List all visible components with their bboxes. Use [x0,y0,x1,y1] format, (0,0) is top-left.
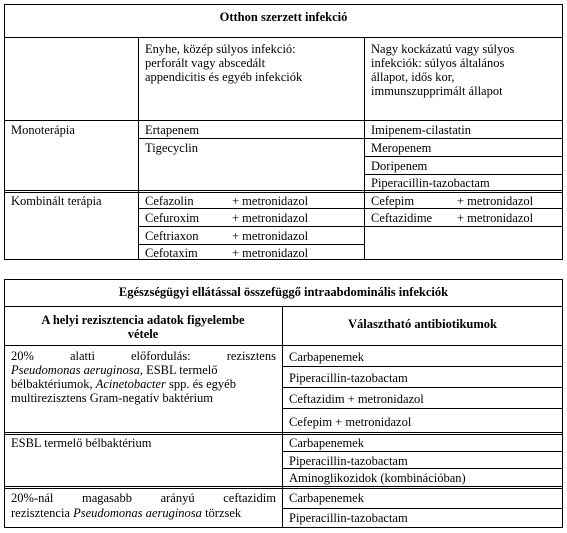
combo-severe-addon: + metronidazol [457,194,534,208]
row1-drug: Cefepim + metronidazol [289,415,412,429]
combo-mild-addon: + metronidazol [232,211,309,225]
table-healthcare-associated [0,270,567,533]
combo-mild-drug: Cefotaxim [145,246,198,260]
row1-desc-line-3: bélbaktériumok, Acinetobacter spp. és egyéb [11,377,236,391]
row3-drug: Piperacillin-tazobactam [289,511,408,525]
table-community-acquired [0,0,567,262]
row2-desc: ESBL termelő bélbaktérium [11,436,152,450]
table2-title: Egészségügyi ellátással összefüggő intraabdominális infekciók [118,285,449,299]
row3-desc-line-1: 20%-nál magasabb arányú ceftazidim [11,491,276,505]
combo-severe-drug: Ceftazidime [371,211,433,225]
row1-desc-line-2: Pseudomonas aeruginosa, ESBL termelő [11,363,218,377]
header-mild-line-1: Enyhe, közép súlyos infekció: [145,42,296,56]
header-antibiotics: Választható antibiotikumok [348,317,497,331]
row1-drug: Piperacillin-tazobactam [289,371,408,385]
header-mild-line-2: perforált vagy abscedált [145,56,266,70]
row2-drug: Aminoglikozidok (kombinációban) [289,471,466,485]
row-label-combination: Kombinált terápia [11,194,102,208]
row1-desc-line-4: multirezisztens Gram-negatív baktérium [11,391,214,405]
mono-severe-drug: Meropenem [371,141,432,155]
row3-drug: Carbapenemek [289,491,364,505]
row1-desc-line-1: 20% alatti előfordulás: rezisztens [11,349,276,363]
mono-mild-drug: Ertapenem [145,123,200,137]
combo-mild-addon: + metronidazol [232,194,309,208]
mono-severe-drug: Imipenem-cilastatin [371,123,471,137]
mono-severe-drug: Piperacillin-tazobactam [371,176,490,190]
header-severe-line-2: infekciók: súlyos általános [371,56,505,70]
header-severe-line-4: immunszupprimált állapot [371,84,503,98]
header-resistance-line-1: A helyi rezisztencia adatok figyelembe [41,313,245,327]
combo-severe-addon: + metronidazol [457,211,534,225]
header-severe-line-1: Nagy kockázatú vagy súlyos [371,42,515,56]
combo-mild-addon: + metronidazol [232,229,309,243]
header-mild-line-3: appendicitis és egyéb infekciók [145,70,303,84]
header-severe-line-3: állapot, idős kor, [371,70,455,84]
combo-mild-drug: Ceftriaxon [145,229,199,243]
table1-title: Otthon szerzett infekció [219,10,348,24]
combo-mild-addon: + metronidazol [232,246,309,260]
combo-mild-drug: Cefazolin [145,194,194,208]
row2-drug: Carbapenemek [289,436,364,450]
row2-drug: Piperacillin-tazobactam [289,454,408,468]
row-label-monotherapy: Monoterápia [11,123,75,137]
header-resistance-line-2: vétele [127,327,159,341]
mono-mild-drug: Tigecyclin [145,141,199,155]
row1-drug: Carbapenemek [289,350,364,364]
mono-severe-drug: Doripenem [371,159,428,173]
row1-drug: Ceftazidim + metronidazol [289,392,424,406]
combo-severe-drug: Cefepim [371,194,415,208]
row3-desc-line-2: rezisztencia Pseudomonas aeruginosa törzsek [11,506,242,520]
combo-mild-drug: Cefuroxim [145,211,200,225]
